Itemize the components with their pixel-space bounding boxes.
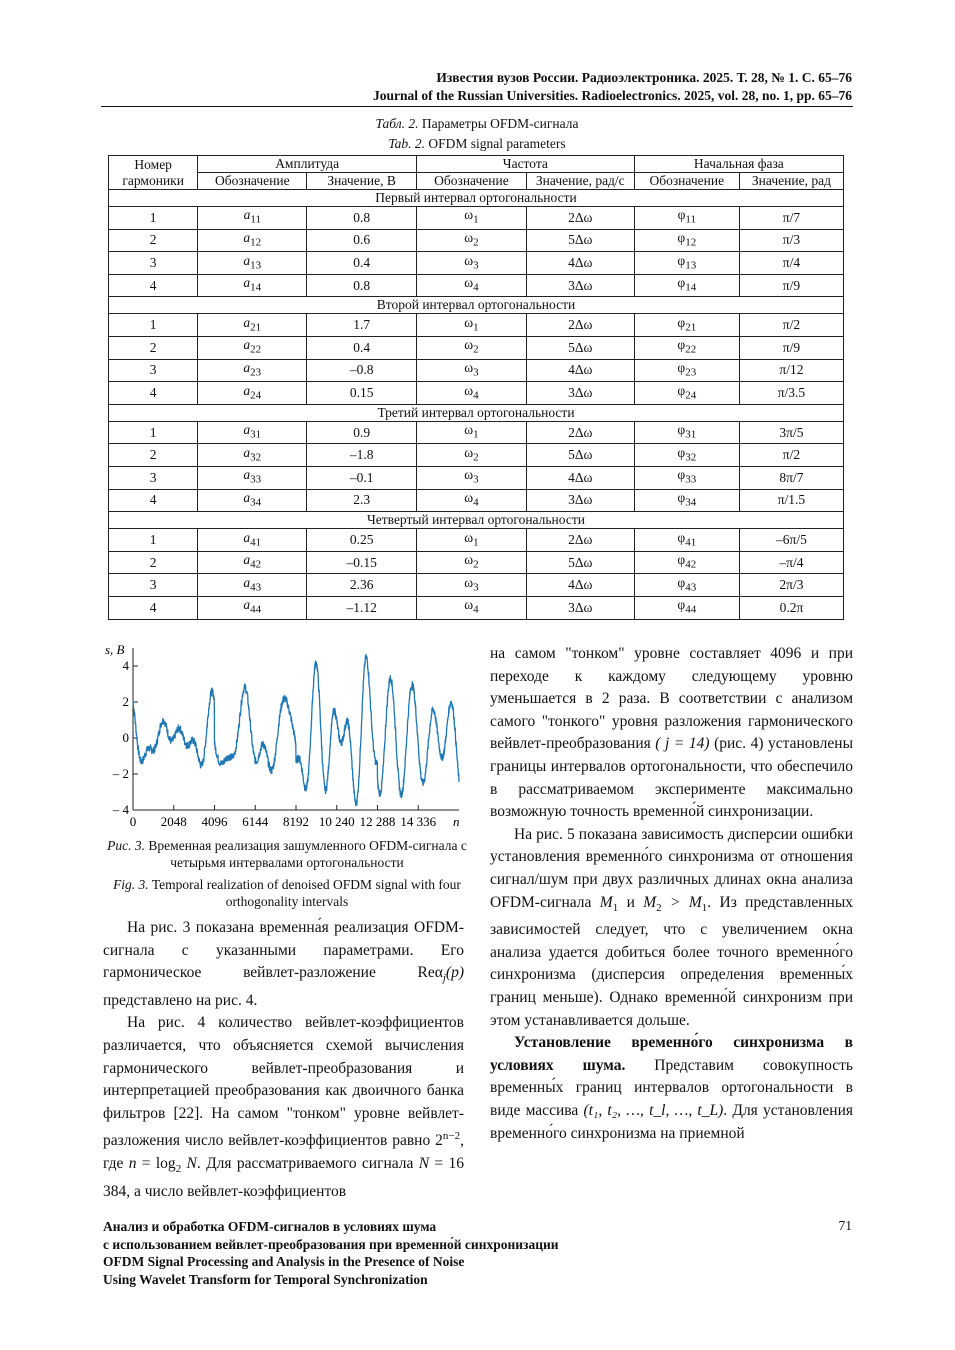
harmonic-number-cell: 2 bbox=[109, 551, 198, 574]
header-designation: Обозначение bbox=[198, 173, 307, 190]
section-title: Первый интервал ортогональности bbox=[109, 190, 844, 207]
signal-chart bbox=[101, 640, 473, 835]
header-phase-value: Значение, рад bbox=[739, 173, 843, 190]
table-row bbox=[109, 207, 844, 230]
x-tick-label: 12 288 bbox=[359, 814, 396, 829]
phase-symbol-cell: $\varphi_{24}$ bbox=[634, 382, 739, 405]
amplitude-symbol-cell: $a_{24}$ bbox=[198, 382, 307, 405]
table-row bbox=[109, 314, 844, 337]
phase-value-cell: 2π/3 bbox=[739, 574, 843, 597]
amplitude-symbol-cell: $a_{13}$ bbox=[198, 252, 307, 275]
amplitude-symbol-cell: $a_{44}$ bbox=[198, 596, 307, 619]
amplitude-value-cell: –1.12 bbox=[307, 596, 417, 619]
phase-value-cell: π/2 bbox=[739, 314, 843, 337]
phase-value-cell: π/9 bbox=[739, 336, 843, 359]
table-row bbox=[109, 336, 844, 359]
table-row bbox=[109, 529, 844, 552]
table-row bbox=[109, 574, 844, 597]
phase-symbol-cell: $\varphi_{22}$ bbox=[634, 336, 739, 359]
frequency-symbol-cell: $\omega_1$ bbox=[417, 314, 527, 337]
frequency-symbol-cell: $\omega_1$ bbox=[417, 421, 527, 444]
amplitude-value-cell: 0.4 bbox=[307, 336, 417, 359]
frequency-value-cell: 2Δω bbox=[526, 207, 634, 230]
header-frequency: Частота bbox=[417, 156, 635, 173]
journal-header-ru: Известия вузов России. Радиоэлектроника. 2025. Т. 28, № 1. С. 65–76 bbox=[436, 70, 852, 85]
phase-symbol-cell: $\varphi_{31}$ bbox=[634, 421, 739, 444]
table-row bbox=[109, 444, 844, 467]
frequency-symbol-cell: $\omega_1$ bbox=[417, 529, 527, 552]
section-title: Третий интервал ортогональности bbox=[109, 404, 844, 421]
table-row bbox=[109, 551, 844, 574]
frequency-value-cell: 5Δω bbox=[526, 336, 634, 359]
frequency-value-cell: 3Δω bbox=[526, 489, 634, 512]
harmonic-number-cell: 4 bbox=[109, 489, 198, 512]
frequency-value-cell: 2Δω bbox=[526, 421, 634, 444]
paragraph: На рис. 3 показана временна́я реализация OFDM-сигнала с указанными параметрами. Его гармоническое вейвлет-разложение Reα$_j$(p) представлено на рис. 4. bbox=[103, 919, 464, 1009]
amplitude-value-cell: 0.8 bbox=[307, 274, 417, 297]
frequency-symbol-cell: $\omega_2$ bbox=[417, 551, 527, 574]
phase-value-cell: 3π/5 bbox=[739, 421, 843, 444]
table-caption-en: Tab. 2. OFDM signal parameters bbox=[388, 136, 566, 151]
table-row bbox=[109, 359, 844, 382]
amplitude-value-cell: –0.8 bbox=[307, 359, 417, 382]
x-tick-label: 0 bbox=[129, 814, 137, 829]
frequency-symbol-cell: $\omega_3$ bbox=[417, 359, 527, 382]
harmonic-number-cell: 4 bbox=[109, 596, 198, 619]
header-freq-value: Значение, рад/с bbox=[526, 173, 634, 190]
phase-symbol-cell: $\varphi_{44}$ bbox=[634, 596, 739, 619]
paragraph: Установление временно́го синхронизма в условиях шума. Представим совокупность временны́х границ интервалов ортогональности в виде массива (t₁, t₂, …, t_l, …, t_L). Для установления временно́го синхронизма на приемной bbox=[490, 1034, 854, 1142]
phase-value-cell: π/3 bbox=[739, 229, 843, 252]
phase-value-cell: π/3.5 bbox=[739, 382, 843, 405]
frequency-value-cell: 3Δω bbox=[526, 274, 634, 297]
phase-symbol-cell: $\varphi_{42}$ bbox=[634, 551, 739, 574]
phase-symbol-cell: $\varphi_{34}$ bbox=[634, 489, 739, 512]
table-row bbox=[109, 229, 844, 252]
frequency-value-cell: 2Δω bbox=[526, 314, 634, 337]
frequency-value-cell: 5Δω bbox=[526, 444, 634, 467]
x-axis-label: n bbox=[453, 814, 460, 829]
x-tick-label: 14 336 bbox=[400, 814, 437, 829]
phase-symbol-cell: $\varphi_{12}$ bbox=[634, 229, 739, 252]
phase-value-cell: π/1.5 bbox=[739, 489, 843, 512]
signal-line bbox=[133, 654, 459, 806]
harmonic-number-cell: 4 bbox=[109, 274, 198, 297]
x-tick-label: 10 240 bbox=[318, 814, 355, 829]
parameters-table bbox=[108, 155, 844, 620]
amplitude-value-cell: 0.6 bbox=[307, 229, 417, 252]
x-tick-label: 4096 bbox=[201, 814, 228, 829]
amplitude-value-cell: 0.9 bbox=[307, 421, 417, 444]
x-tick-label: 8192 bbox=[283, 814, 309, 829]
amplitude-symbol-cell: $a_{41}$ bbox=[198, 529, 307, 552]
y-tick-label: – 4 bbox=[112, 802, 129, 817]
frequency-value-cell: 3Δω bbox=[526, 596, 634, 619]
footer-titles: Анализ и обработка OFDM-сигналов в условиях шума с использованием вейвлет-преобразования при временно́й синхронизации OFDM Signal Processing and Analysis in the Presence of Noise Using Wavelet Transform for Temporal Synchronization bbox=[103, 1219, 559, 1287]
table-row bbox=[109, 382, 844, 405]
harmonic-number-cell: 2 bbox=[109, 229, 198, 252]
frequency-symbol-cell: $\omega_3$ bbox=[417, 466, 527, 489]
frequency-symbol-cell: $\omega_4$ bbox=[417, 596, 527, 619]
harmonic-number-cell: 2 bbox=[109, 444, 198, 467]
frequency-symbol-cell: $\omega_3$ bbox=[417, 574, 527, 597]
amplitude-value-cell: 0.25 bbox=[307, 529, 417, 552]
header-phase: Начальная фаза bbox=[634, 156, 843, 173]
phase-symbol-cell: $\varphi_{41}$ bbox=[634, 529, 739, 552]
frequency-symbol-cell: $\omega_2$ bbox=[417, 336, 527, 359]
amplitude-symbol-cell: $a_{12}$ bbox=[198, 229, 307, 252]
figure-caption-en: Fig. 3. Temporal realization of denoised OFDM signal with four orthogonality intervals bbox=[113, 877, 461, 909]
phase-value-cell: π/9 bbox=[739, 274, 843, 297]
amplitude-value-cell: 1.7 bbox=[307, 314, 417, 337]
frequency-symbol-cell: $\omega_4$ bbox=[417, 489, 527, 512]
frequency-value-cell: 5Δω bbox=[526, 551, 634, 574]
frequency-value-cell: 5Δω bbox=[526, 229, 634, 252]
amplitude-value-cell: –1.8 bbox=[307, 444, 417, 467]
amplitude-value-cell: 0.4 bbox=[307, 252, 417, 275]
table-row bbox=[109, 274, 844, 297]
phase-value-cell: π/4 bbox=[739, 252, 843, 275]
phase-value-cell: π/12 bbox=[739, 359, 843, 382]
header-amp-value: Значение, В bbox=[307, 173, 417, 190]
table-caption-ru: Табл. 2. Параметры OFDM-сигнала bbox=[375, 116, 579, 131]
harmonic-number-cell: 1 bbox=[109, 421, 198, 444]
phase-value-cell: π/2 bbox=[739, 444, 843, 467]
phase-symbol-cell: $\varphi_{21}$ bbox=[634, 314, 739, 337]
table-row bbox=[109, 489, 844, 512]
header-designation: Обозначение bbox=[417, 173, 527, 190]
journal-header-en: Journal of the Russian Universities. Radioelectronics. 2025, vol. 28, no. 1, pp. 65–76 bbox=[372, 88, 852, 103]
amplitude-symbol-cell: $a_{34}$ bbox=[198, 489, 307, 512]
phase-symbol-cell: $\varphi_{32}$ bbox=[634, 444, 739, 467]
amplitude-symbol-cell: $a_{31}$ bbox=[198, 421, 307, 444]
y-tick-label: 0 bbox=[122, 730, 129, 745]
amplitude-value-cell: –0.15 bbox=[307, 551, 417, 574]
harmonic-number-cell: 1 bbox=[109, 529, 198, 552]
harmonic-number-cell: 3 bbox=[109, 359, 198, 382]
phase-value-cell: –6π/5 bbox=[739, 529, 843, 552]
amplitude-symbol-cell: $a_{32}$ bbox=[198, 444, 307, 467]
frequency-value-cell: 3Δω bbox=[526, 382, 634, 405]
x-tick-label: 6144 bbox=[242, 814, 269, 829]
left-text-column bbox=[103, 917, 464, 1203]
phase-symbol-cell: $\varphi_{14}$ bbox=[634, 274, 739, 297]
paragraph: на самом "тонком" уровне составляет 4096 и при переходе к каждому следующему уровню уменьшается в 2 раза. В соответствии с анализом самого "тонкого" уровня разложения гармонического вейвлет-преобразования ( j = 14) (рис. 4) установлены границы интервалов ортогональности, что обеспечило в рассматриваемом эксперименте максимально возможную точность временно́й синхронизации. bbox=[490, 645, 853, 821]
section-header-row bbox=[109, 512, 844, 529]
amplitude-symbol-cell: $a_{14}$ bbox=[198, 274, 307, 297]
amplitude-symbol-cell: $a_{21}$ bbox=[198, 314, 307, 337]
figure-caption-ru: Рис. 3. Временная реализация зашумленного OFDM-сигнала с четырьмя интервалами ортогональности bbox=[107, 838, 467, 870]
frequency-value-cell: 4Δω bbox=[526, 252, 634, 275]
amplitude-symbol-cell: $a_{23}$ bbox=[198, 359, 307, 382]
table-row bbox=[109, 466, 844, 489]
phase-value-cell: 0.2π bbox=[739, 596, 843, 619]
phase-symbol-cell: $\varphi_{11}$ bbox=[634, 207, 739, 230]
paragraph: На рис. 5 показана зависимость дисперсии ошибки установления временно́го синхронизма от отношения сигнал/шум при двух различных длинах окна анализа OFDM-сигнала $M_1$ и $M_2 > M_1$. Из представленных зависимостей следует, что с увеличением окна анализа удается добиться более точного временно́го синхронизма (дисперсия определения временны́х границ меньше). Однако временно́й синхронизм при этом устанавливается дольше. bbox=[490, 825, 853, 1029]
frequency-symbol-cell: $\omega_1$ bbox=[417, 207, 527, 230]
paragraph: На рис. 4 количество вейвлет-коэффициентов различается, что объясняется схемой вычисления гармонического вейвлет-преобразования и интерпретацией преобразования как двоичного банка фильтров [22]. На самом "тонком" уровне вейвлет-разложения число вейвлет-коэффициентов равно $2^{n-2}$, где $n = \log_2 N$. Для рассматриваемого сигнала N = 16 384, а число вейвлет-коэффициентов bbox=[103, 1014, 464, 1200]
harmonic-number-cell: 3 bbox=[109, 466, 198, 489]
y-tick-label: 4 bbox=[122, 658, 129, 673]
page-number: 71 bbox=[838, 1218, 852, 1233]
right-text-column bbox=[490, 643, 853, 1145]
harmonic-number-cell: 4 bbox=[109, 382, 198, 405]
frequency-value-cell: 4Δω bbox=[526, 359, 634, 382]
harmonic-number-cell: 1 bbox=[109, 207, 198, 230]
amplitude-value-cell: 2.3 bbox=[307, 489, 417, 512]
header-harmonic-number: Номер гармоники bbox=[109, 156, 198, 190]
section-header-row bbox=[109, 190, 844, 207]
y-axis-label: s, В bbox=[105, 642, 125, 657]
frequency-symbol-cell: $\omega_4$ bbox=[417, 274, 527, 297]
harmonic-number-cell: 2 bbox=[109, 336, 198, 359]
x-tick-label: 2048 bbox=[160, 814, 187, 829]
phase-value-cell: –π/4 bbox=[739, 551, 843, 574]
harmonic-number-cell: 3 bbox=[109, 252, 198, 275]
header-amplitude: Амплитуда bbox=[198, 156, 417, 173]
phase-symbol-cell: $\varphi_{23}$ bbox=[634, 359, 739, 382]
section-header-row bbox=[109, 297, 844, 314]
phase-symbol-cell: $\varphi_{33}$ bbox=[634, 466, 739, 489]
y-tick-label: – 2 bbox=[112, 766, 129, 781]
frequency-symbol-cell: $\omega_3$ bbox=[417, 252, 527, 275]
amplitude-value-cell: –0.1 bbox=[307, 466, 417, 489]
table-row bbox=[109, 252, 844, 275]
section-title: Четвертый интервал ортогональности bbox=[109, 512, 844, 529]
amplitude-symbol-cell: $a_{11}$ bbox=[198, 207, 307, 230]
amplitude-value-cell: 0.15 bbox=[307, 382, 417, 405]
frequency-value-cell: 2Δω bbox=[526, 529, 634, 552]
table-row bbox=[109, 596, 844, 619]
frequency-value-cell: 4Δω bbox=[526, 574, 634, 597]
phase-value-cell: 8π/7 bbox=[739, 466, 843, 489]
phase-symbol-cell: $\varphi_{43}$ bbox=[634, 574, 739, 597]
section-title: Второй интервал ортогональности bbox=[109, 297, 844, 314]
phase-value-cell: π/7 bbox=[739, 207, 843, 230]
header-rule bbox=[101, 106, 853, 107]
amplitude-symbol-cell: $a_{22}$ bbox=[198, 336, 307, 359]
frequency-symbol-cell: $\omega_2$ bbox=[417, 229, 527, 252]
amplitude-value-cell: 2.36 bbox=[307, 574, 417, 597]
frequency-symbol-cell: $\omega_2$ bbox=[417, 444, 527, 467]
section-header-row bbox=[109, 404, 844, 421]
harmonic-number-cell: 3 bbox=[109, 574, 198, 597]
table-row bbox=[109, 421, 844, 444]
amplitude-symbol-cell: $a_{33}$ bbox=[198, 466, 307, 489]
header-designation: Обозначение bbox=[634, 173, 739, 190]
y-tick-label: 2 bbox=[122, 694, 129, 709]
phase-symbol-cell: $\varphi_{13}$ bbox=[634, 252, 739, 275]
frequency-symbol-cell: $\omega_4$ bbox=[417, 382, 527, 405]
frequency-value-cell: 4Δω bbox=[526, 466, 634, 489]
amplitude-symbol-cell: $a_{43}$ bbox=[198, 574, 307, 597]
amplitude-symbol-cell: $a_{42}$ bbox=[198, 551, 307, 574]
harmonic-number-cell: 1 bbox=[109, 314, 198, 337]
amplitude-value-cell: 0.8 bbox=[307, 207, 417, 230]
